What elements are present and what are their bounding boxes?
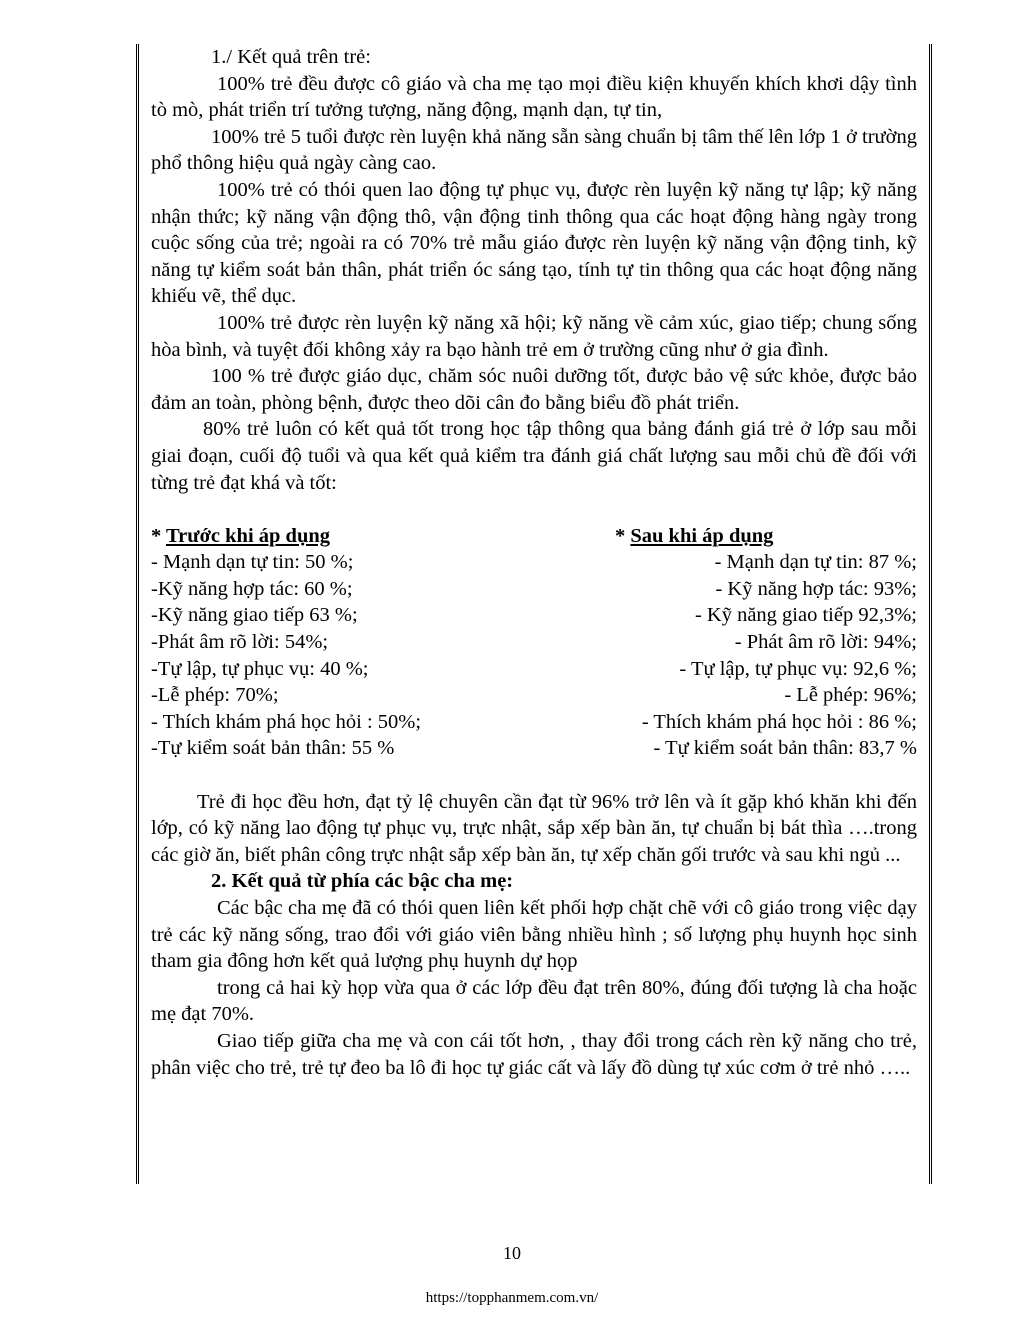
body-paragraph: Các bậc cha mẹ đã có thói quen liên kết phối hợp chặt chẽ với cô giáo trong việc dạy trẻ các kỹ năng sống, trao đổi với giáo viên bằng nhiều hình ; số lượng phụ huynh học sinh tham gia đông hơn kết quả lượng phụ huynh dự họp <box>151 897 917 973</box>
before-value: -Kỹ năng hợp tác: 60 %; <box>151 577 353 600</box>
blank-line <box>151 496 917 523</box>
blank-line <box>151 762 917 789</box>
attendance-paragraph: Trẻ đi học đều hơn, đạt tỷ lệ chuyên cần đạt từ 96% trở lên và ít gặp khó khăn khi đến lớp, có kỹ năng lao động tự phục vụ, trực nhật, sắp xếp bàn ăn, tự chuẩn bị bát thìa ….trong các giờ ăn, biết phân công trực nhật sắp xếp bàn ăn, tự xếp chăn gối trước và sau khi ngủ ... <box>151 790 917 866</box>
after-value: - Lễ phép: 96%; <box>784 684 917 707</box>
body-paragraph: 100% trẻ được rèn luyện kỹ năng xã hội; kỹ năng về cảm xúc, giao tiếp; chung sống hòa bình, và tuyệt đối không xảy ra bạo hành trẻ em ở trường cũng như ở gia đình. <box>151 311 917 361</box>
comparison-row <box>151 602 917 629</box>
comparison-table <box>151 523 917 762</box>
after-value: - Mạnh dạn tự tin: 87 %; <box>714 551 917 574</box>
body-paragraph: 100% trẻ 5 tuổi được rèn luyện khả năng sẵn sàng chuẩn bị tâm thế lên lớp 1 ở trường phổ thông hiệu quả ngày càng cao. <box>151 125 917 175</box>
after-value: - Phát âm rõ lời: 94%; <box>734 631 917 654</box>
comparison-row <box>151 709 917 736</box>
after-value: - Kỹ năng hợp tác: 93%; <box>715 577 917 600</box>
section-heading-parents: 2. Kết quả từ phía các bậc cha mẹ: <box>211 870 514 893</box>
after-header: * Sau khi áp dụng <box>615 524 774 547</box>
comparison-row <box>151 735 917 762</box>
body-paragraph: 80% trẻ luôn có kết quả tốt trong học tập thông qua bảng đánh giá trẻ ở lớp sau mỗi giai đoạn, cuối độ tuổi và qua kết quả kiểm tra đánh giá chất lượng sau mỗi chủ đề đối với từng trẻ đạt khá và tốt: <box>151 418 917 494</box>
after-value: - Tự kiểm soát bản thân: 83,7 % <box>653 737 917 760</box>
body-paragraph: 100% trẻ đều được cô giáo và cha mẹ tạo mọi điều kiện khuyến khích khơi dậy tình tò mò, phát triển trí tưởng tượng, năng động, mạnh dạn, tự tin, <box>151 72 917 122</box>
after-value: - Thích khám phá học hỏi : 86 %; <box>641 710 917 733</box>
before-value: -Tự kiểm soát bản thân: 55 % <box>151 737 395 760</box>
comparison-row <box>151 682 917 709</box>
after-title: Sau khi áp dụng <box>630 524 774 547</box>
result-parents-section <box>151 895 917 1081</box>
footer-url: https://topphanmem.com.vn/ <box>425 1290 599 1306</box>
after-value: - Kỹ năng giao tiếp 92,3%; <box>694 604 917 627</box>
body-paragraph: 100 % trẻ được giáo dục, chăm sóc nuôi dưỡng tốt, được bảo vệ sức khỏe, được bảo đảm an toàn, phòng bệnh, được theo dõi cân đo bằng biểu đồ phát triển. <box>151 365 917 414</box>
page-number: 10 <box>503 1243 521 1263</box>
body-paragraph: 100% trẻ có thói quen lao động tự phục vụ, được rèn luyện kỹ năng tự lập; kỹ năng nhận thức; kỹ năng vận động thô, vận động tinh thông qua các hoạt động hàng ngày trong cuộc sống của trẻ; ngoài ra có 70% trẻ mẫu giáo được rèn luyện kỹ năng vận động tinh, kỹ năng tự kiểm soát bản thân, phát triển óc sáng tạo, tính tự tin thông qua các hoạt động năng khiếu vẽ, thể dục. <box>151 178 917 308</box>
before-value: - Mạnh dạn tự tin: 50 %; <box>151 551 354 574</box>
before-value: -Lễ phép: 70%; <box>151 684 279 707</box>
before-title: Trước khi áp dụng <box>166 524 330 547</box>
comparison-row <box>151 629 917 656</box>
before-value: -Kỹ năng giao tiếp 63 %; <box>151 604 358 627</box>
body-paragraph: Giao tiếp giữa cha mẹ và con cái tốt hơn, , thay đổi trong cách rèn kỹ năng cho trẻ, phân việc cho trẻ, trẻ tự đeo ba lô đi học tự giác cất và lấy đồ dùng tự xúc cơm ở trẻ nhỏ ….. <box>151 1029 917 1079</box>
comparison-row <box>151 549 917 576</box>
before-value: - Thích khám phá học hỏi : 50%; <box>151 710 422 733</box>
before-value: -Tự lập, tự phục vụ: 40 %; <box>151 657 369 680</box>
comparison-header <box>151 523 917 550</box>
comparison-rows <box>151 549 917 762</box>
comparison-row <box>151 656 917 683</box>
result-children-section <box>151 44 917 496</box>
document-body <box>151 44 917 1081</box>
body-paragraph: 1./ Kết quả trên trẻ: <box>211 46 371 68</box>
body-paragraph: trong cả hai kỳ họp vừa qua ở các lớp đều đạt trên 80%, đúng đối tượng là cha hoặc mẹ đạt 70%. <box>151 976 917 1026</box>
before-value: -Phát âm rõ lời: 54%; <box>151 631 329 654</box>
comparison-row <box>151 576 917 603</box>
before-header: * Trước khi áp dụng <box>151 524 330 547</box>
after-value: - Tự lập, tự phục vụ: 92,6 %; <box>679 657 917 680</box>
